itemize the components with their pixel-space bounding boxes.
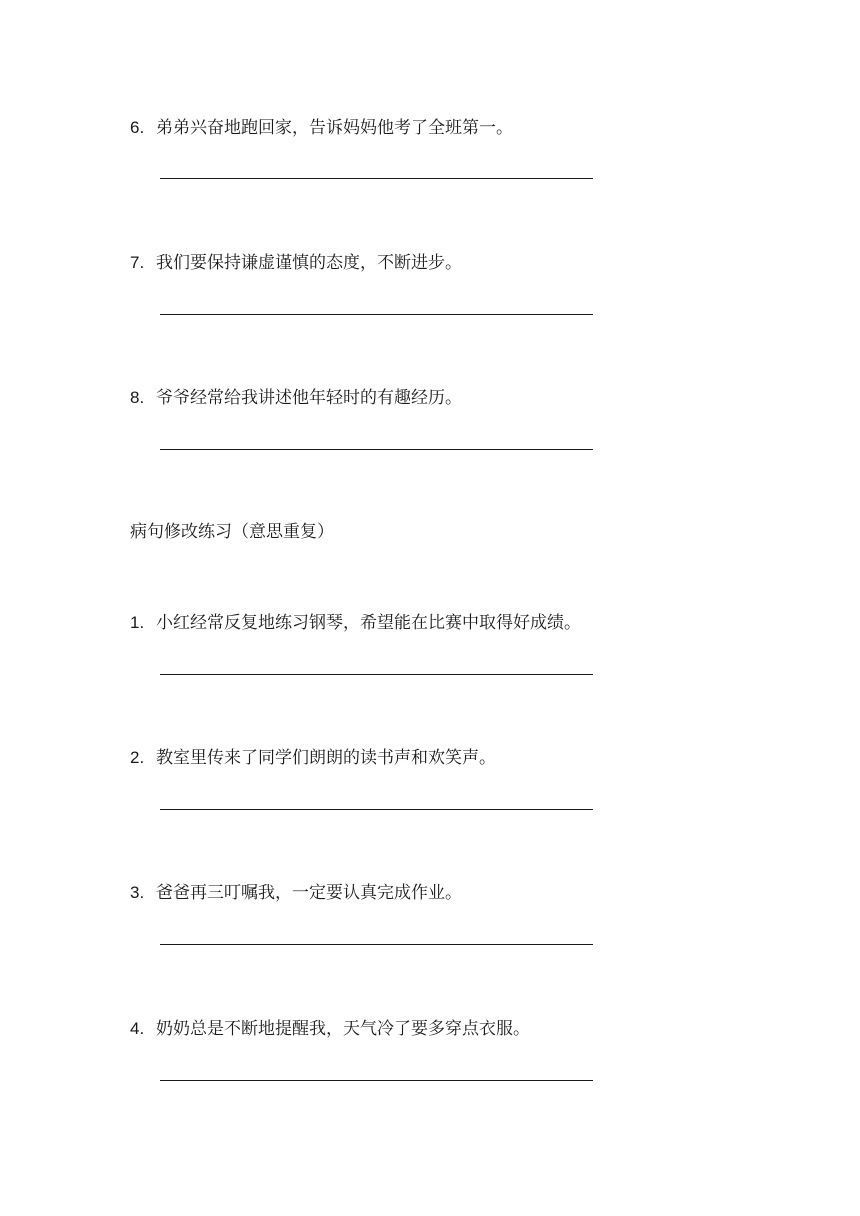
question-text: 弟弟兴奋地跑回家，告诉妈妈他考了全班第一。 <box>156 118 513 138</box>
question-item <box>130 882 462 904</box>
question-item <box>130 747 496 769</box>
question-text: 奶奶总是不断地提醒我，天气冷了要多穿点衣服。 <box>156 1019 530 1039</box>
question-item <box>130 117 513 139</box>
answer-line[interactable] <box>160 314 593 315</box>
question-text: 小红经常反复地练习钢琴，希望能在比赛中取得好成绩。 <box>156 613 581 633</box>
section-title: 病句修改练习（意思重复） <box>130 522 334 542</box>
answer-line[interactable] <box>160 178 593 179</box>
question-text: 我们要保持谦虚谨慎的态度，不断进步。 <box>156 253 462 273</box>
question-number: 2. <box>130 748 145 767</box>
question-item <box>130 387 462 409</box>
question-number: 3. <box>130 883 145 902</box>
question-item <box>130 252 462 274</box>
question-number: 4. <box>130 1019 145 1038</box>
question-number: 1. <box>130 613 145 632</box>
answer-line[interactable] <box>160 674 593 675</box>
answer-line[interactable] <box>160 1080 593 1081</box>
question-text: 爸爸再三叮嘱我，一定要认真完成作业。 <box>156 883 462 903</box>
question-text: 教室里传来了同学们朗朗的读书声和欢笑声。 <box>156 748 496 768</box>
answer-line[interactable] <box>160 944 593 945</box>
question-text: 爷爷经常给我讲述他年轻时的有趣经历。 <box>156 388 462 408</box>
question-number: 7. <box>130 253 145 272</box>
question-number: 8. <box>130 388 145 407</box>
answer-line[interactable] <box>160 809 593 810</box>
question-number: 6. <box>130 118 145 137</box>
question-item <box>130 612 581 634</box>
question-item <box>130 1018 530 1040</box>
answer-line[interactable] <box>160 449 593 450</box>
